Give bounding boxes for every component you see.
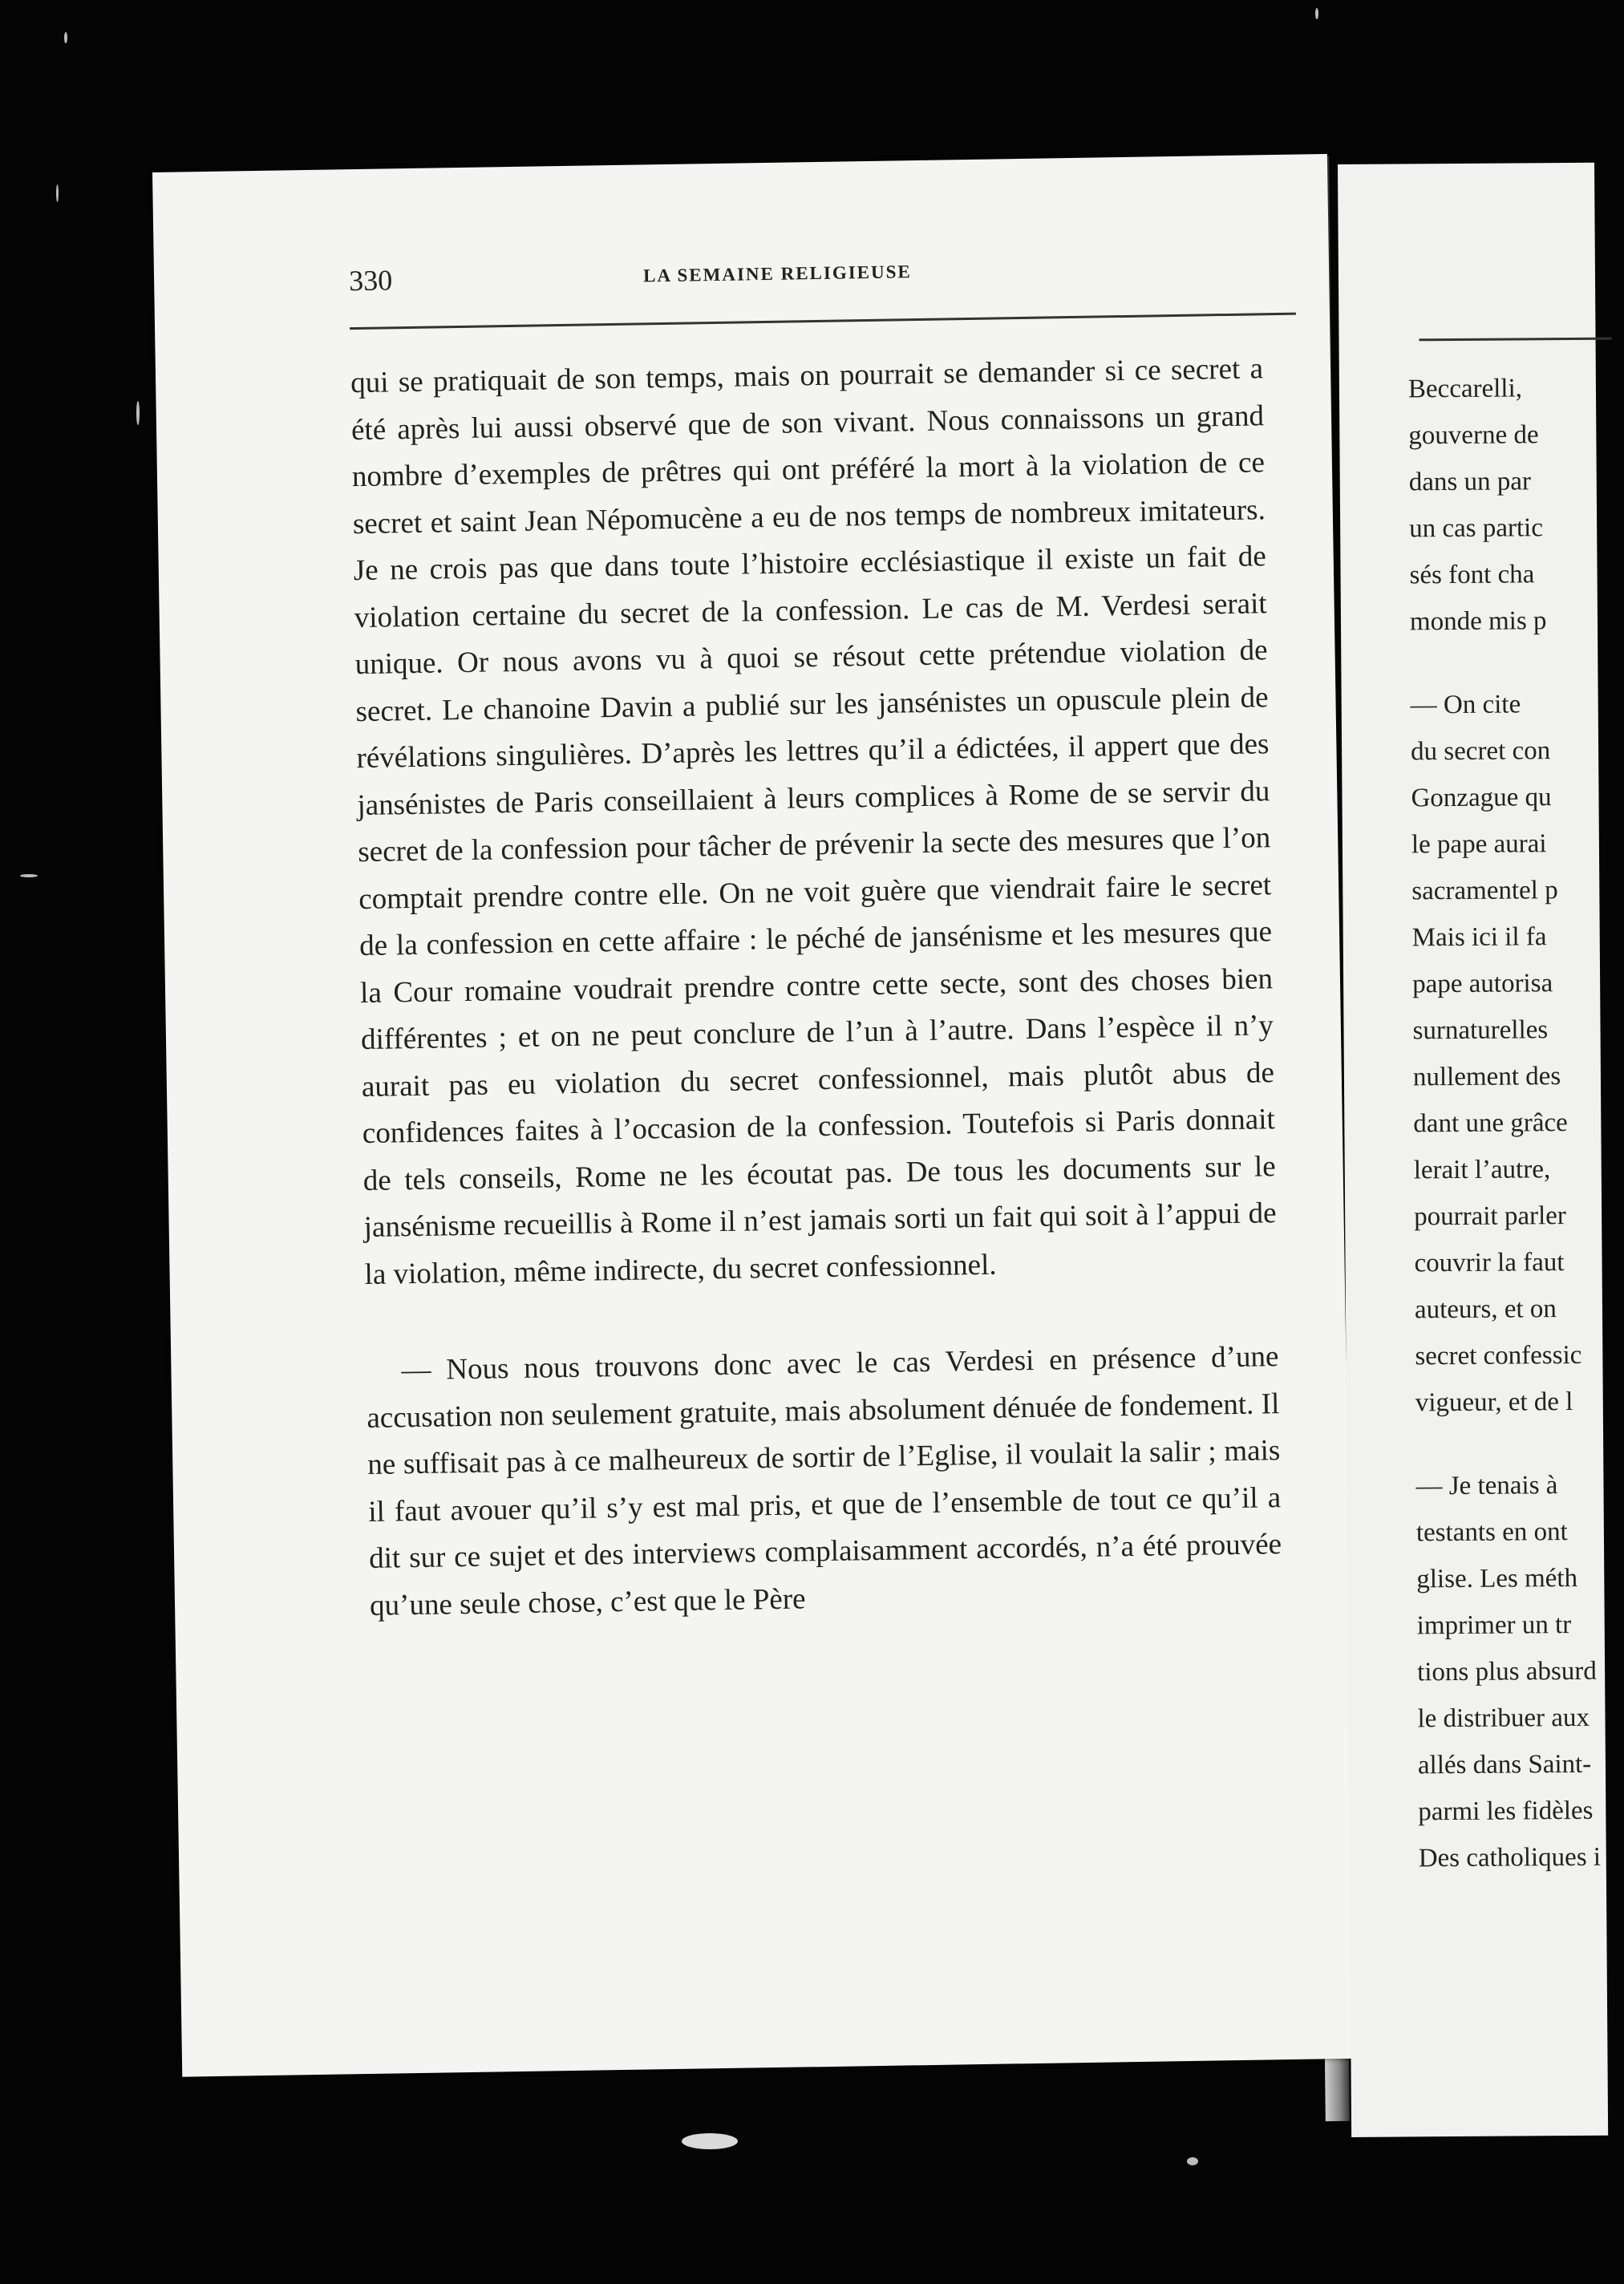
left-page — [152, 154, 1357, 2077]
text-line: secret confessic — [1415, 1340, 1582, 1371]
text-line: auteurs, et on — [1414, 1294, 1557, 1325]
text-line: le distribuer aux — [1417, 1703, 1590, 1734]
text-line: tions plus absurd — [1417, 1656, 1597, 1687]
text-line: Mais ici il fa — [1411, 922, 1547, 953]
text-line: Des catholiques i — [1418, 1842, 1602, 1873]
text-line: testants en ont — [1415, 1517, 1568, 1548]
text-line: allés dans Saint- — [1417, 1749, 1592, 1780]
text-line: vigueur, et de l — [1415, 1387, 1573, 1418]
text-line: pape autorisa — [1412, 969, 1553, 999]
running-head — [154, 249, 1330, 315]
dust-speck — [682, 2133, 738, 2149]
text-line: un cas partic — [1409, 513, 1544, 544]
text-line: lerait l’autre, — [1413, 1155, 1551, 1185]
text-line: imprimer un tr — [1416, 1610, 1572, 1641]
text-line: monde mis p — [1409, 606, 1547, 637]
text-line: surnaturelles — [1412, 1015, 1549, 1046]
right-page-text — [1408, 365, 1601, 1882]
dust-speck — [136, 401, 140, 425]
text-line: glise. Les méth — [1416, 1563, 1578, 1594]
text-line: — Je tenais à — [1415, 1471, 1558, 1501]
text-line: sés font cha — [1409, 560, 1535, 590]
dust-speck — [1187, 2157, 1198, 2165]
paragraph-gap — [1410, 644, 1593, 682]
text-line: dans un par — [1408, 467, 1532, 497]
dust-speck — [56, 184, 59, 202]
right-page-fragment — [1338, 163, 1608, 2137]
text-line: dant une grâce — [1413, 1108, 1568, 1139]
text-line: couvrir la faut — [1414, 1248, 1565, 1278]
text-line: du secret con — [1410, 736, 1551, 767]
text-line: nullement des — [1412, 1062, 1561, 1092]
text-line: Beccarelli, — [1407, 374, 1523, 404]
dust-speck — [20, 874, 38, 877]
text-line: le pape aurai — [1411, 829, 1547, 860]
text-line: sacramentel p — [1411, 876, 1558, 906]
dust-speck — [64, 32, 67, 43]
paragraph-gap — [1415, 1425, 1598, 1464]
text-line: Gonzague qu — [1411, 783, 1552, 813]
dust-speck — [1315, 8, 1318, 19]
text-line: gouverne de — [1408, 420, 1539, 451]
header-rule — [350, 313, 1296, 330]
header-rule — [1419, 338, 1612, 342]
page-number: 330 — [348, 264, 393, 298]
paragraph: — Nous nous trouvons donc avec le cas Verdesi en présence d’une accusation non seulement gratuite, mais absolument dénuée de fondement. Il ne suffisait pas à ce malheureux de sortir de l’Eglise, il voulait la salir ; mais il faut avouer qu’il s’y est mal pris, et que de l’ensemble de tout ce qu’il a dit sur ce sujet et des interviews complaisamment accordés, n’a été prouvée qu’une seule chose, c’est que le Père — [367, 1340, 1282, 1622]
paragraph: qui se pratiquait de son temps, mais on pourrait se demander si ce secret a été après lui aussi observé que de son vivant. Nous connaissons un grand nombre d’exemples de prêtres qui ont préféré la mort à la violation de ce secret et saint Jean Népomucène a eu de nos temps de nombreux imitateurs. Je ne crois pas que dans toute l’histoire ecclésiastique il existe un fait de violation certaine du secret de la confession. Le cas de M. Verdesi serait unique. Or nous avons vu à quoi se résout cette prétendue violation de secret. Le chanoine Davin a publié sur les jansénistes un opuscule plein de révélations singulières. D’après les lettres qu’il a édictées, il appert que des jansénistes de Paris conseillaient à leurs complices à Rome de se servir du secret de la confession pour tâcher de prévenir la secte des mesures que l’on comptait prendre contre elle. On ne voit guère que viendrait faire le secret de la confession en cette affaire : le péché de jansénisme et les mesures que la Cour romaine voudrait prendre contre cette secte, sont des choses bien différentes ; et on ne peut conclure de l’un à l’autre. Dans l’espèce il n’y aurait pas eu violation du secret confessionnel, mais plutôt abus de confidences faites à l’occasion de la confession. Toutefois si Paris donnait de tels conseils, Rome ne les écoutat pas. De tous les documents sur le jansénisme recueillis à Rome il n’est jamais sorti un fait qui soit à l’appui de la violation, même indirecte, du secret confessionnel. — [350, 352, 1277, 1291]
body-text — [350, 346, 1283, 1630]
text-line: pourrait parler — [1414, 1201, 1566, 1232]
header-title: LA SEMAINE RELIGIEUSE — [642, 261, 912, 286]
text-line: — On cite — [1410, 690, 1521, 720]
text-line: parmi les fidèles — [1418, 1796, 1594, 1827]
